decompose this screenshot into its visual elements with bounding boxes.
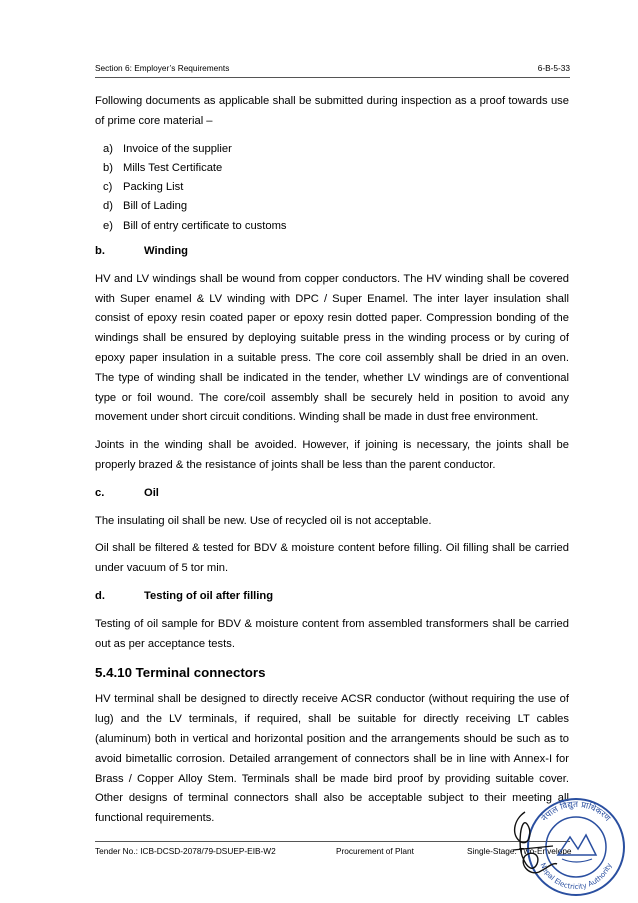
header-section-title: Section 6: Employer’s Requirements (95, 63, 230, 73)
document-list (95, 140, 569, 236)
footer-divider (95, 841, 570, 842)
list-item-label: b) (103, 161, 113, 174)
signature-icon (503, 806, 563, 882)
list-item (95, 197, 569, 216)
header-divider (95, 77, 570, 78)
testing-paragraph: Testing of oil sample for BDV & moisture content from assembled transformers shall be carried out as per acceptance tests. (95, 617, 569, 650)
list-item (95, 159, 569, 178)
winding-paragraph-1: HV and LV windings shall be wound from copper conductors. The HV winding shall be covered with Super enamel & LV winding with DPC / Super Enamel. The inter layer insulation shall consist of epoxy resin coated paper or epoxy resin dotted paper. Compression bonding of the windings shall be ensured by deploying suitable press in the winding process or by curing of epoxy paper insulation in a suitable press. The core coil assembly shall be dried in an oven. The type of winding shall be indicated in the tender, whether LV windings are of conventional type or foil wound. The core/coil assembly shall be securely held in position to avoid any movement under short circuit conditions. Winding shall be made in dust free environment. (95, 272, 569, 424)
list-item (95, 178, 569, 197)
footer-tender-number: Tender No.: ICB-DCSD-2078/79-DSUEP-EIB-W2 (95, 846, 276, 856)
testing-heading-title: Testing of oil after filling (144, 590, 274, 603)
list-item-text: Invoice of the supplier (123, 142, 232, 155)
stamp-text-bottom: Nepal Electricity Authority (538, 861, 614, 892)
oil-heading-title: Oil (144, 486, 159, 499)
oil-heading (95, 484, 569, 504)
footer-procurement: Procurement of Plant (336, 846, 414, 856)
terminal-paragraph: HV terminal shall be designed to directly receive ACSR conductor (without requiring the use of lug) and the LV terminals, if required, shall be suitable for directly receiving LT cables (aluminum) both in vertical and horizontal position and the arrangements should be such as to avoid bimetallic corrosion. Detailed arrangement of connectors shall be in line with Annex-I for Brass / Copper Alloy Stem. Terminals shall be made bird proof by providing suitable cover. Other designs of terminal connectors shall also be acceptable subject to their meeting all functional requirements. (95, 693, 569, 825)
list-item (95, 217, 569, 236)
list-item-text: Mills Test Certificate (123, 161, 223, 174)
winding-heading-label: b. (95, 245, 105, 258)
page-body (95, 92, 569, 837)
list-item-text: Packing List (123, 181, 184, 194)
list-item-label: d) (103, 200, 113, 213)
oil-paragraph-2: Oil shall be filtered & tested for BDV & moisture content before filling. Oil filling shall be carried under vacuum of 5 tor min. (95, 542, 569, 575)
list-item-text: Bill of Lading (123, 200, 188, 213)
list-item-text: Bill of entry certificate to customs (123, 219, 287, 232)
stamp-text-top: नेपाल विद्युत प्राधिकरण (539, 799, 613, 824)
header-page-number: 6-B-5-33 (537, 63, 570, 73)
winding-heading-title: Winding (144, 245, 189, 258)
list-item-label: a) (103, 142, 113, 155)
footer-stage: Single-Stage: Two-Envelope (467, 846, 572, 856)
list-item-label: e) (103, 219, 113, 232)
winding-heading (95, 242, 569, 262)
terminal-section-title: 5.4.10 Terminal connectors (95, 665, 266, 681)
page-header (95, 63, 570, 73)
testing-heading (95, 587, 569, 607)
testing-heading-label: d. (95, 590, 105, 603)
list-item-label: c) (103, 181, 113, 194)
oil-paragraph-1: The insulating oil shall be new. Use of recycled oil is not acceptable. (95, 514, 432, 527)
intro-paragraph: Following documents as applicable shall be submitted during inspection as a proof towards use of prime core material – (95, 95, 569, 127)
list-item (95, 140, 569, 159)
oil-heading-label: c. (95, 486, 105, 499)
winding-paragraph-2: Joints in the winding shall be avoided. However, if joining is necessary, the joints shall be properly brazed & the resistance of joints shall be less than the parent conductor. (95, 439, 569, 472)
